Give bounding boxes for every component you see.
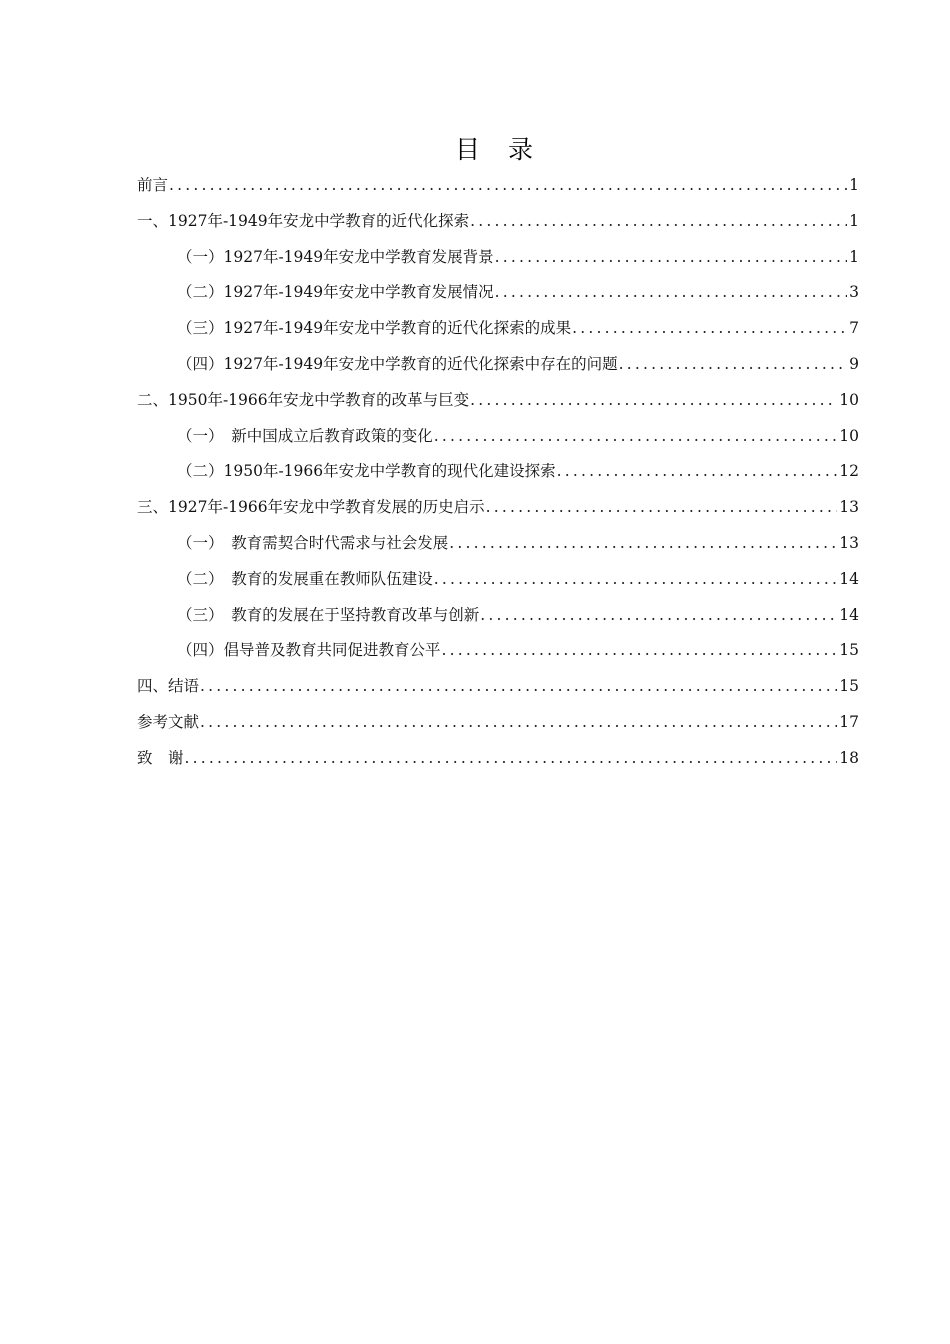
dot-leader — [200, 669, 837, 705]
toc-entry-title: 参考文献 — [137, 712, 200, 731]
toc-entry-section-3-1[interactable] — [137, 526, 859, 562]
toc-page-number: 13 — [839, 533, 859, 552]
toc-page-number: 10 — [839, 426, 859, 445]
toc-page-number: 1 — [849, 211, 859, 230]
toc-entry-title: 三、1927年-1966年安龙中学教育发展的历史启示 — [137, 498, 485, 517]
toc-entry-section-3-3[interactable] — [137, 598, 859, 634]
page-title: 目 录 — [455, 135, 543, 164]
toc-page-number: 12 — [839, 462, 859, 481]
toc-entry-section-3-4[interactable] — [137, 633, 859, 669]
toc-page-number: 17 — [839, 712, 859, 731]
dot-leader — [470, 204, 847, 240]
dot-leader — [486, 490, 838, 526]
toc-entry-chapter-2[interactable] — [137, 383, 859, 419]
toc-entry-title: 前言 — [137, 176, 169, 194]
toc-page-number: 14 — [839, 569, 859, 588]
toc-page-number: 1 — [849, 247, 859, 266]
toc-entry-section-1-3[interactable] — [137, 311, 859, 347]
toc-entry-title: （二）1927年-1949年安龙中学教育发展情况 — [177, 283, 494, 302]
toc-entry-preface[interactable] — [137, 168, 859, 204]
dot-leader — [495, 240, 847, 276]
toc-entry-section-1-4[interactable] — [137, 347, 859, 383]
toc-entry-title: （三） 教育的发展在于坚持教育改革与创新 — [177, 605, 480, 624]
dot-leader — [480, 598, 837, 634]
toc-entry-title: （一）1927年-1949年安龙中学教育发展背景 — [177, 247, 494, 266]
toc-entry-title: （一） 新中国成立后教育政策的变化 — [177, 426, 433, 445]
toc-entry-title: （一） 教育需契合时代需求与社会发展 — [177, 533, 449, 552]
dot-leader — [572, 311, 847, 347]
toc-entry-section-3-2[interactable] — [137, 562, 859, 598]
toc-entry-section-1-2[interactable] — [137, 275, 859, 311]
toc-page-number: 13 — [839, 498, 859, 517]
dot-leader — [470, 383, 837, 419]
toc-entry-references[interactable] — [137, 705, 859, 741]
toc-entry-section-2-1[interactable] — [137, 419, 859, 455]
dot-leader — [434, 562, 838, 598]
dot-leader — [200, 705, 837, 741]
toc-entry-chapter-4[interactable] — [137, 669, 859, 705]
toc-entry-section-2-2[interactable] — [137, 454, 859, 490]
toc-entry-title: （三）1927年-1949年安龙中学教育的近代化探索的成果 — [177, 319, 572, 338]
toc-entry-title: 二、1950年-1966年安龙中学教育的改革与巨变 — [137, 390, 470, 409]
toc-entry-title: 致 谢 — [137, 748, 184, 767]
toc-entry-title: （二）1950年-1966年安龙中学教育的现代化建设探索 — [177, 462, 556, 481]
toc-page-number: 1 — [849, 176, 859, 194]
toc-page-number: 3 — [849, 283, 859, 302]
toc-entry-title: 一、1927年-1949年安龙中学教育的近代化探索 — [137, 211, 470, 230]
toc-page-number: 10 — [839, 390, 859, 409]
toc-page-number: 15 — [839, 641, 859, 660]
dot-leader — [557, 454, 838, 490]
toc-page-number: 15 — [839, 677, 859, 696]
toc-entry-chapter-1[interactable] — [137, 204, 859, 240]
table-of-contents — [137, 168, 859, 777]
dot-leader — [449, 526, 837, 562]
dot-leader — [434, 419, 838, 455]
dot-leader — [185, 741, 838, 777]
dot-leader — [495, 275, 847, 311]
toc-page-number: 7 — [849, 319, 859, 338]
toc-page-number: 14 — [839, 605, 859, 624]
toc-entry-acknowledgements[interactable] — [137, 741, 859, 777]
toc-entry-chapter-3[interactable] — [137, 490, 859, 526]
dot-leader — [619, 347, 847, 383]
toc-entry-title: （二） 教育的发展重在教师队伍建设 — [177, 569, 433, 588]
toc-entry-section-1-1[interactable] — [137, 240, 859, 276]
toc-page-number: 9 — [849, 354, 859, 373]
toc-entry-title: 四、结语 — [137, 677, 200, 696]
toc-entry-title: （四）1927年-1949年安龙中学教育的近代化探索中存在的问题 — [177, 354, 618, 373]
toc-entry-title: （四）倡导普及教育共同促进教育公平 — [177, 641, 441, 660]
dot-leader — [442, 633, 838, 669]
toc-page-number: 18 — [839, 748, 859, 767]
dot-leader — [169, 168, 847, 204]
